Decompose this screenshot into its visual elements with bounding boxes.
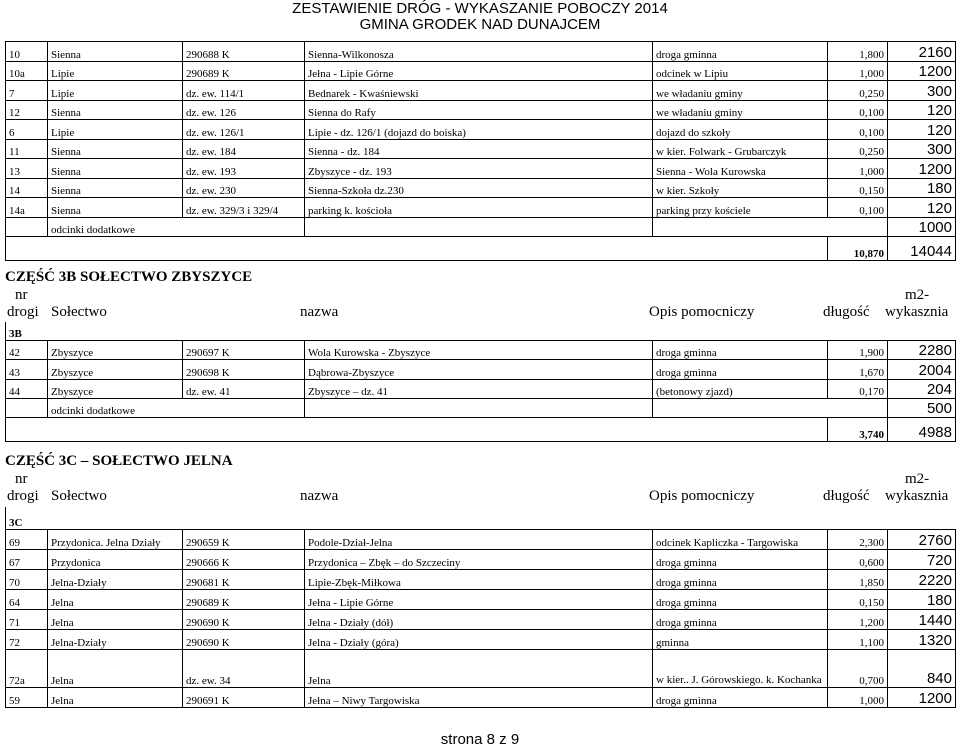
road-number: 71 [6, 609, 48, 629]
table-row [6, 589, 956, 609]
road-id: 290690 K [183, 629, 305, 649]
total-area: 14044 [888, 236, 956, 260]
road-number: 72 [6, 629, 48, 649]
table-row [6, 42, 956, 62]
road-id: dz. ew. 230 [183, 178, 305, 198]
empty-cell [653, 217, 888, 236]
road-name: Sienna - dz. 184 [305, 139, 653, 159]
description: w kier.. J. Górowskiego. k. Kochanka [653, 649, 828, 687]
mowing-area: 120 [888, 100, 956, 120]
description: parking przy kościele [653, 198, 828, 218]
road-number: 6 [6, 120, 48, 140]
extra-segments-row [6, 217, 956, 236]
section-code-row [6, 507, 956, 529]
village-name: Sienna [48, 178, 183, 198]
road-number: 69 [6, 529, 48, 549]
mowing-area: 1200 [888, 61, 956, 81]
road-id: dz. ew. 193 [183, 159, 305, 179]
description: droga gminna [653, 340, 828, 360]
table-row [6, 120, 956, 140]
road-name: Sienna-Szkoła dz.230 [305, 178, 653, 198]
table-row [6, 100, 956, 120]
road-number: 64 [6, 589, 48, 609]
section-3b-header-row2 [5, 304, 955, 324]
mowing-area: 300 [888, 139, 956, 159]
header-nr: nr [15, 287, 28, 303]
road-length: 1,850 [828, 569, 888, 589]
road-length: 1,670 [828, 360, 888, 380]
description: odcinek w Lipiu [653, 61, 828, 81]
table-row [6, 61, 956, 81]
roads-table-3b [5, 322, 956, 442]
table-row [6, 340, 956, 360]
table-row [6, 629, 956, 649]
road-number: 44 [6, 379, 48, 399]
mowing-area: 2220 [888, 569, 956, 589]
total-row [6, 418, 956, 442]
roads-table-3c [5, 507, 956, 708]
table-row [6, 360, 956, 380]
road-name: Zbyszyce - dz. 193 [305, 159, 653, 179]
road-length: 0,150 [828, 178, 888, 198]
table-row [6, 178, 956, 198]
village-name: Zbyszyce [48, 379, 183, 399]
road-name: parking k. kościoła [305, 198, 653, 218]
road-name: Lipie - dz. 126/1 (dojazd do boiska) [305, 120, 653, 140]
mowing-area: 840 [888, 649, 956, 687]
description: droga gminna [653, 549, 828, 569]
mowing-area: 120 [888, 120, 956, 140]
road-id: 290688 K [183, 42, 305, 62]
road-number: 11 [6, 139, 48, 159]
road-id: dz. ew. 41 [183, 379, 305, 399]
road-id: 290681 K [183, 569, 305, 589]
village-name: Lipie [48, 61, 183, 81]
header-drogi: drogi [7, 488, 39, 504]
description: droga gminna [653, 589, 828, 609]
road-name: Bednarek - Kwaśniewski [305, 81, 653, 101]
mowing-area: 2160 [888, 42, 956, 62]
village-name: Przydonica. Jelna Działy [48, 529, 183, 549]
village-name: Sienna [48, 139, 183, 159]
road-id: dz. ew. 114/1 [183, 81, 305, 101]
header-opis: Opis pomocniczy [649, 304, 755, 320]
mowing-area: 300 [888, 81, 956, 101]
road-id: 290691 K [183, 687, 305, 707]
road-id: dz. ew. 329/3 i 329/4 [183, 198, 305, 218]
road-name: Zbyszyce – dz. 41 [305, 379, 653, 399]
road-id: 290666 K [183, 549, 305, 569]
header-solectwo: Sołectwo [51, 488, 107, 504]
road-id: 290697 K [183, 340, 305, 360]
description: droga gminna [653, 42, 828, 62]
description: droga gminna [653, 569, 828, 589]
mowing-area: 2280 [888, 340, 956, 360]
road-number: 14 [6, 178, 48, 198]
section-3b-title: CZĘŚĆ 3B SOŁECTWO ZBYSZYCE [5, 269, 253, 285]
header-drogi: drogi [7, 304, 39, 320]
mowing-area: 1320 [888, 629, 956, 649]
road-id: 290689 K [183, 589, 305, 609]
table-row [6, 569, 956, 589]
empty-cell [6, 236, 828, 260]
road-name: Sienna do Rafy [305, 100, 653, 120]
mowing-area: 180 [888, 589, 956, 609]
roads-table-part1 [5, 41, 956, 261]
mowing-area: 2760 [888, 529, 956, 549]
road-name: Podole-Dział-Jelna [305, 529, 653, 549]
road-number: 10 [6, 42, 48, 62]
header-dlugosc: długość [823, 488, 870, 504]
road-length: 1,900 [828, 340, 888, 360]
road-length: 1,000 [828, 159, 888, 179]
table-row [6, 139, 956, 159]
village-name: Jelna [48, 649, 183, 687]
table-row [6, 198, 956, 218]
page-subtitle: GMINA GRODEK NAD DUNAJCEM [359, 16, 601, 33]
road-length: 1,200 [828, 609, 888, 629]
empty-cell [653, 399, 888, 418]
road-number: 42 [6, 340, 48, 360]
header-wykasznia: wykasznia [885, 304, 949, 320]
road-number: 14a [6, 198, 48, 218]
road-length: 0,100 [828, 120, 888, 140]
road-name: Wola Kurowska - Zbyszyce [305, 340, 653, 360]
section-code: 3C [6, 507, 48, 529]
road-number: 70 [6, 569, 48, 589]
header-nr: nr [15, 471, 28, 487]
village-name: Lipie [48, 81, 183, 101]
description: dojazd do szkoły [653, 120, 828, 140]
village-name: Zbyszyce [48, 360, 183, 380]
village-name: Jelna-Działy [48, 629, 183, 649]
road-name: Jelna [305, 649, 653, 687]
description: we władaniu gminy [653, 81, 828, 101]
village-name: Jelna [48, 687, 183, 707]
village-name: Jelna [48, 609, 183, 629]
road-length: 1,000 [828, 61, 888, 81]
village-name: Sienna [48, 198, 183, 218]
section-3c-header-row2 [5, 488, 955, 508]
road-name: Sienna-Wilkonosza [305, 42, 653, 62]
table-row [6, 159, 956, 179]
extra-segments-label: odcinki dodatkowe [48, 399, 305, 418]
extra-segments-row [6, 399, 956, 418]
road-length: 0,250 [828, 81, 888, 101]
mowing-area: 2004 [888, 360, 956, 380]
road-name: Jelna - Działy (góra) [305, 629, 653, 649]
description: odcinek Kapliczka - Targowiska [653, 529, 828, 549]
header-nazwa: nazwa [300, 488, 339, 504]
road-number: 59 [6, 687, 48, 707]
road-number: 7 [6, 81, 48, 101]
total-row [6, 236, 956, 260]
description: gminna [653, 629, 828, 649]
village-name: Sienna [48, 100, 183, 120]
total-length: 10,870 [828, 236, 888, 260]
description: w kier. Folwark - Grubarczyk [653, 139, 828, 159]
empty-cell [305, 217, 653, 236]
table-row [6, 549, 956, 569]
table-row [6, 609, 956, 629]
empty-cell [48, 322, 956, 340]
road-id: 290698 K [183, 360, 305, 380]
empty-cell [48, 507, 956, 529]
description: droga gminna [653, 687, 828, 707]
description: w kier. Szkoły [653, 178, 828, 198]
header-m2: m2- [905, 287, 930, 303]
header-dlugosc: długość [823, 304, 870, 320]
total-area: 4988 [888, 418, 956, 442]
mowing-area: 1200 [888, 687, 956, 707]
extra-segments-label: odcinki dodatkowe [48, 217, 305, 236]
road-number: 67 [6, 549, 48, 569]
road-length: 2,300 [828, 529, 888, 549]
extra-segments-value: 500 [888, 399, 956, 418]
road-id: 290659 K [183, 529, 305, 549]
table-row [6, 649, 956, 687]
road-length: 0,250 [828, 139, 888, 159]
table-row [6, 379, 956, 399]
description: Sienna - Wola Kurowska [653, 159, 828, 179]
description: droga gminna [653, 609, 828, 629]
empty-cell [305, 399, 653, 418]
road-number: 13 [6, 159, 48, 179]
road-id: dz. ew. 34 [183, 649, 305, 687]
road-id: 290689 K [183, 61, 305, 81]
section-code-row [6, 322, 956, 340]
road-id: 290690 K [183, 609, 305, 629]
road-id: dz. ew. 184 [183, 139, 305, 159]
section-code: 3B [6, 322, 48, 340]
road-length: 0,100 [828, 100, 888, 120]
village-name: Sienna [48, 42, 183, 62]
header-wykasznia: wykasznia [885, 488, 949, 504]
road-name: Przydonica – Zbęk – do Szczeciny [305, 549, 653, 569]
road-name: Jełna - Lipie Górne [305, 589, 653, 609]
road-id: dz. ew. 126/1 [183, 120, 305, 140]
road-name: Lipie-Zbęk-Miłkowa [305, 569, 653, 589]
header-nazwa: nazwa [300, 304, 339, 320]
table-row [6, 529, 956, 549]
village-name: Sienna [48, 159, 183, 179]
road-name: Dąbrowa-Zbyszyce [305, 360, 653, 380]
road-length: 0,150 [828, 589, 888, 609]
description: droga gminna [653, 360, 828, 380]
road-length: 1,800 [828, 42, 888, 62]
extra-segments-value: 1000 [888, 217, 956, 236]
road-length: 0,600 [828, 549, 888, 569]
mowing-area: 720 [888, 549, 956, 569]
section-3c-title: CZĘŚĆ 3C – SOŁECTWO JELNA [5, 453, 233, 469]
description: (betonowy zjazd) [653, 379, 828, 399]
road-length: 0,700 [828, 649, 888, 687]
description: we władaniu gminy [653, 100, 828, 120]
mowing-area: 180 [888, 178, 956, 198]
road-id: dz. ew. 126 [183, 100, 305, 120]
road-number: 72a [6, 649, 48, 687]
empty-cell [6, 217, 48, 236]
road-number: 10a [6, 61, 48, 81]
village-name: Jelna-Działy [48, 569, 183, 589]
mowing-area: 1440 [888, 609, 956, 629]
road-number: 43 [6, 360, 48, 380]
table-row [6, 687, 956, 707]
road-name: Jelna - Działy (dół) [305, 609, 653, 629]
village-name: Lipie [48, 120, 183, 140]
header-m2: m2- [905, 471, 930, 487]
page-title: ZESTAWIENIE DRÓG - WYKASZANIE POBOCZY 2014 [292, 0, 668, 17]
page-footer: strona 8 z 9 [440, 731, 520, 748]
header-solectwo: Sołectwo [51, 304, 107, 320]
road-length: 0,100 [828, 198, 888, 218]
village-name: Jelna [48, 589, 183, 609]
mowing-area: 204 [888, 379, 956, 399]
empty-cell [6, 418, 828, 442]
road-length: 0,170 [828, 379, 888, 399]
total-length: 3,740 [828, 418, 888, 442]
road-length: 1,100 [828, 629, 888, 649]
table-row [6, 81, 956, 101]
header-opis: Opis pomocniczy [649, 488, 755, 504]
road-number: 12 [6, 100, 48, 120]
mowing-area: 120 [888, 198, 956, 218]
empty-cell [6, 399, 48, 418]
road-name: Jełna – Niwy Targowiska [305, 687, 653, 707]
road-name: Jełna - Lipie Górne [305, 61, 653, 81]
road-length: 1,000 [828, 687, 888, 707]
mowing-area: 1200 [888, 159, 956, 179]
village-name: Przydonica [48, 549, 183, 569]
village-name: Zbyszyce [48, 340, 183, 360]
